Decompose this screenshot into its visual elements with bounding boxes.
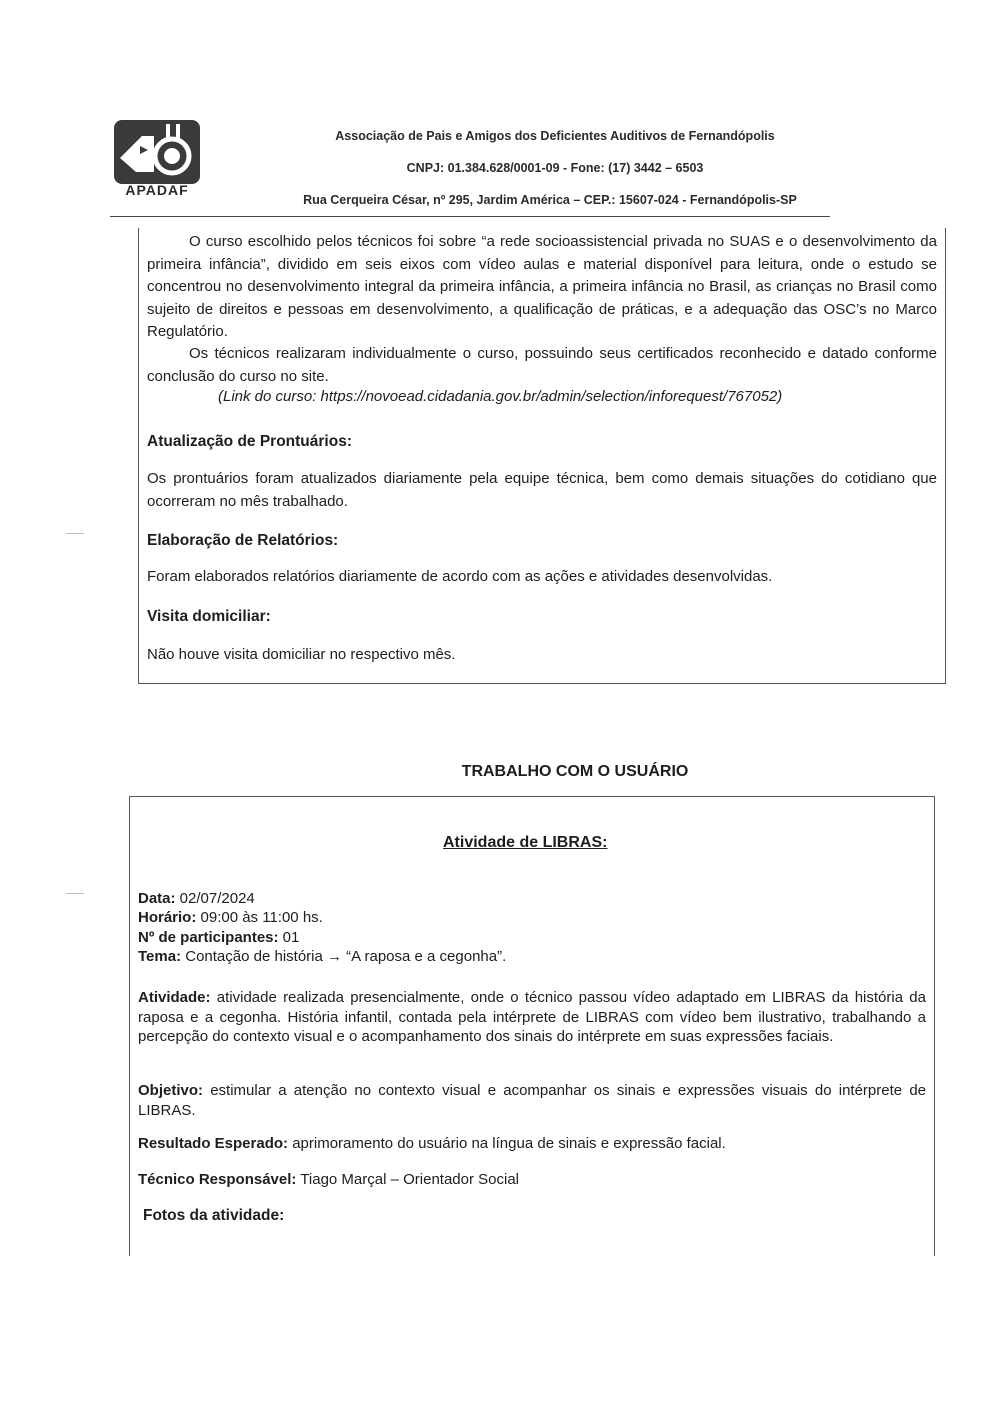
atividade-block (138, 988, 926, 1047)
logo-emblem (114, 120, 200, 184)
horario-line (138, 909, 323, 926)
org-name: Associação de Pais e Amigos dos Deficientes Auditivos de Fernandópolis (335, 129, 775, 143)
section-title: TRABALHO COM O USUÁRIO (461, 763, 689, 780)
atividade-value: atividade realizada presencialmente, onde o técnico passou vídeo adaptado em LIBRAS da história da raposa e a cegonha. História infantil, contada pela intérprete de LIBRAS com vídeo bem ilustrativo, trabalhando a percepção do contexto visual e o acompanhamento dos sinais do intérprete em suas expressões faciais. (138, 989, 926, 1045)
heading-visita: Visita domiciliar: (147, 608, 271, 625)
activity-title: Atividade de LIBRAS: (443, 834, 608, 851)
participantes-line (138, 929, 299, 946)
tecnico-value: Tiago Marçal – Orientador Social (296, 1171, 519, 1188)
objetivo-block (138, 1081, 926, 1120)
heading-relatorios: Elaboração de Relatórios: (147, 532, 339, 549)
tema-line (138, 948, 506, 965)
apadaf-logo (114, 120, 200, 202)
relatorios-text: Foram elaborados relatórios diariamente de acordo com as ações e atividades desenvolvidas. (147, 568, 773, 585)
ear-emblem-icon (114, 120, 200, 184)
certificates-paragraph: Os técnicos realizaram individualmente o curso, possuindo seus certificados reconhecido e datado conforme conclusão do curso no site. (147, 345, 937, 385)
course-paragraph: O curso escolhido pelos técnicos foi sobre “a rede socioassistencial privada no SUAS e o desenvolvimento da primeira infância”, dividido em seis eixos com vídeo aulas e material disponível para leitura, onde o estudo se concentrou no desenvolvimento integral da primeira infância, a primeira infância no Brasil, as crianças no Brasil como sujeito de direitos e pessoas em desenvolvimento, a qualificação de práticas, e a adequação das OSC’s no Marco Regulatório. (147, 233, 937, 340)
logo-text: APADAF (125, 182, 189, 198)
address: Rua Cerqueira César, nº 295, Jardim América – CEP.: 15607-024 - Fernandópolis-SP (303, 193, 797, 207)
data-label: Data: (138, 890, 176, 907)
objetivo-value: estimular a atenção no contexto visual e acompanhar os sinais e expressões visuais do intérprete de LIBRAS. (138, 1082, 926, 1119)
participantes-label: Nº de participantes: (138, 929, 279, 946)
data-line (138, 890, 255, 907)
scan-mark (66, 893, 84, 894)
fotos-label: Fotos da atividade: (143, 1207, 285, 1224)
header-divider (110, 216, 830, 217)
tecnico-line (138, 1171, 519, 1188)
prontuarios-text: Os prontuários foram atualizados diariamente pela equipe técnica, bem como demais situações do cotidiano que ocorreram no mês trabalhado. (147, 470, 937, 510)
scan-mark (66, 533, 84, 534)
horario-value: 09:00 às 11:00 hs. (196, 909, 323, 926)
cnpj-phone: CNPJ: 01.384.628/0001-09 - Fone: (17) 3442 – 6503 (406, 161, 704, 175)
course-link[interactable]: (Link do curso: https://novoead.cidadania.gov.br/admin/selection/inforequest/767052) (218, 388, 783, 405)
resultado-value: aprimoramento do usuário na língua de sinais e expressão facial. (288, 1135, 726, 1152)
resultado-line (138, 1135, 726, 1152)
tema-label: Tema: (138, 948, 182, 965)
resultado-label: Resultado Esperado: (138, 1135, 289, 1152)
tecnico-label: Técnico Responsável: (138, 1171, 297, 1188)
heading-prontuarios: Atualização de Prontuários: (147, 433, 352, 450)
data-value: 02/07/2024 (175, 890, 255, 907)
tema-value: Contação de história → “A raposa e a cegonha”. (181, 948, 507, 965)
visita-text: Não houve visita domiciliar no respectivo mês. (147, 646, 456, 663)
horario-label: Horário: (138, 909, 197, 926)
atividade-label: Atividade: (138, 989, 211, 1006)
participantes-value: 01 (278, 929, 300, 946)
objetivo-label: Objetivo: (138, 1082, 204, 1099)
